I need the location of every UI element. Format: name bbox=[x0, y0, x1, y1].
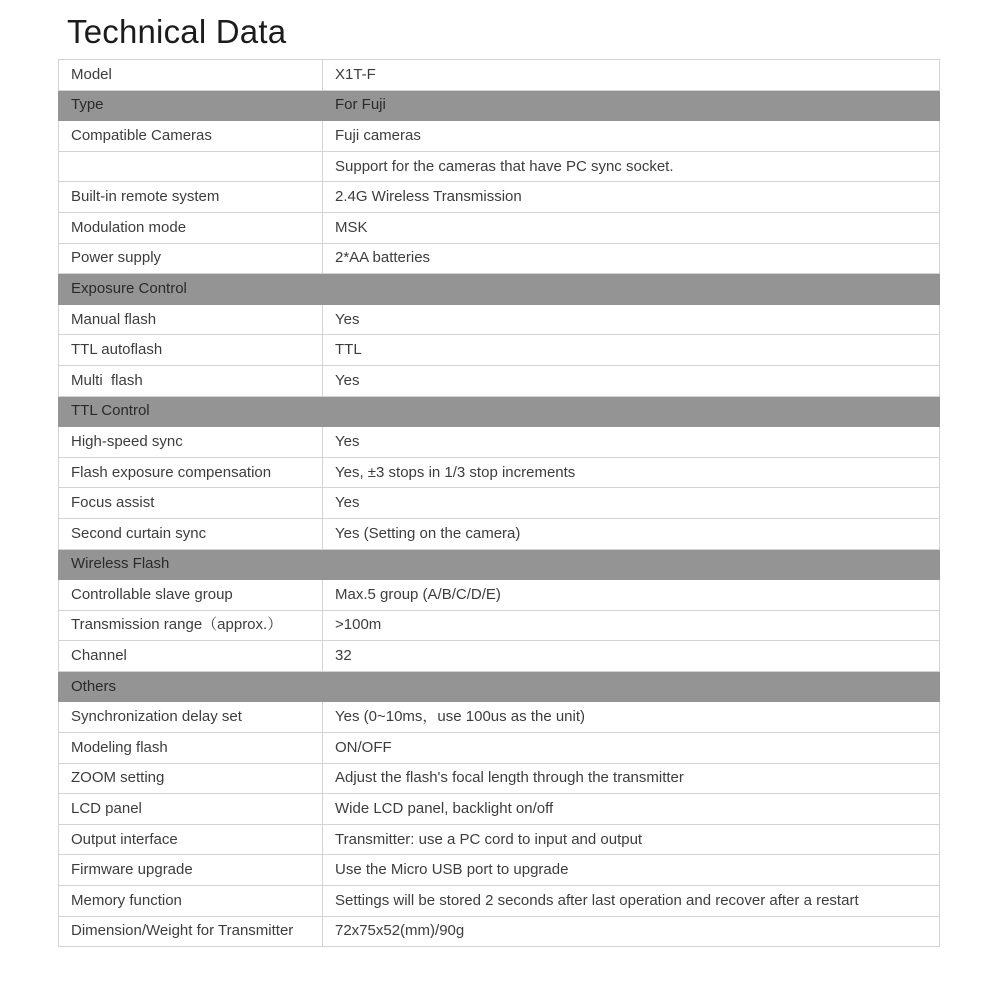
row-value: Yes, ±3 stops in 1/3 stop increments bbox=[323, 457, 940, 488]
table-row bbox=[59, 824, 940, 855]
row-label: Model bbox=[59, 60, 323, 91]
table-row bbox=[59, 212, 940, 243]
row-value: Use the Micro USB port to upgrade bbox=[323, 855, 940, 886]
table-row bbox=[59, 886, 940, 917]
row-label: Built-in remote system bbox=[59, 182, 323, 213]
row-label: Output interface bbox=[59, 824, 323, 855]
row-value: >100m bbox=[323, 610, 940, 641]
row-value: Yes (Setting on the camera) bbox=[323, 518, 940, 549]
section-header-row bbox=[59, 90, 940, 121]
row-value: MSK bbox=[323, 212, 940, 243]
spec-table-body bbox=[59, 60, 940, 947]
row-value: Fuji cameras bbox=[323, 121, 940, 152]
row-label: Channel bbox=[59, 641, 323, 672]
table-row bbox=[59, 365, 940, 396]
row-value: Yes bbox=[323, 488, 940, 519]
row-value: Transmitter: use a PC cord to input and output bbox=[323, 824, 940, 855]
row-label: Second curtain sync bbox=[59, 518, 323, 549]
row-value: 72x75x52(mm)/90g bbox=[323, 916, 940, 947]
section-value bbox=[323, 549, 940, 580]
table-row bbox=[59, 641, 940, 672]
table-row bbox=[59, 580, 940, 611]
table-row bbox=[59, 518, 940, 549]
row-label: Power supply bbox=[59, 243, 323, 274]
table-row bbox=[59, 610, 940, 641]
row-label: Compatible Cameras bbox=[59, 121, 323, 152]
table-row bbox=[59, 916, 940, 947]
row-value: TTL bbox=[323, 335, 940, 366]
row-label: Dimension/Weight for Transmitter bbox=[59, 916, 323, 947]
row-label: LCD panel bbox=[59, 794, 323, 825]
section-label: Others bbox=[59, 671, 323, 702]
row-value: Adjust the flash's focal length through the transmitter bbox=[323, 763, 940, 794]
page-title: Technical Data bbox=[67, 13, 287, 50]
row-label: Memory function bbox=[59, 886, 323, 917]
row-label: Controllable slave group bbox=[59, 580, 323, 611]
row-label: Modeling flash bbox=[59, 733, 323, 764]
row-label: High-speed sync bbox=[59, 427, 323, 458]
table-row bbox=[59, 488, 940, 519]
row-value: Yes (0~10ms，use 100us as the unit) bbox=[323, 702, 940, 733]
table-row bbox=[59, 151, 940, 182]
row-label: Modulation mode bbox=[59, 212, 323, 243]
row-label: Manual flash bbox=[59, 304, 323, 335]
section-value: For Fuji bbox=[323, 90, 940, 121]
row-value: X1T-F bbox=[323, 60, 940, 91]
table-row bbox=[59, 733, 940, 764]
table-row bbox=[59, 702, 940, 733]
table-row bbox=[59, 60, 940, 91]
section-header-row bbox=[59, 274, 940, 305]
table-row bbox=[59, 457, 940, 488]
row-value: Yes bbox=[323, 427, 940, 458]
row-label: Focus assist bbox=[59, 488, 323, 519]
table-row bbox=[59, 335, 940, 366]
row-value: Wide LCD panel, backlight on/off bbox=[323, 794, 940, 825]
row-value: Max.5 group (A/B/C/D/E) bbox=[323, 580, 940, 611]
section-value bbox=[323, 274, 940, 305]
section-header-row bbox=[59, 396, 940, 427]
row-value: 2.4G Wireless Transmission bbox=[323, 182, 940, 213]
section-value bbox=[323, 671, 940, 702]
table-row bbox=[59, 855, 940, 886]
row-label: Multi flash bbox=[59, 365, 323, 396]
table-row bbox=[59, 794, 940, 825]
section-header-row bbox=[59, 549, 940, 580]
table-row bbox=[59, 304, 940, 335]
table-row bbox=[59, 763, 940, 794]
section-label: Type bbox=[59, 90, 323, 121]
row-label: Firmware upgrade bbox=[59, 855, 323, 886]
table-row bbox=[59, 427, 940, 458]
section-value bbox=[323, 396, 940, 427]
table-row bbox=[59, 243, 940, 274]
row-label: TTL autoflash bbox=[59, 335, 323, 366]
row-label bbox=[59, 151, 323, 182]
row-value: 2*AA batteries bbox=[323, 243, 940, 274]
row-label: Synchronization delay set bbox=[59, 702, 323, 733]
row-label: Flash exposure compensation bbox=[59, 457, 323, 488]
row-value: ON/OFF bbox=[323, 733, 940, 764]
section-label: Wireless Flash bbox=[59, 549, 323, 580]
row-value: Yes bbox=[323, 365, 940, 396]
row-value: Yes bbox=[323, 304, 940, 335]
table-row bbox=[59, 121, 940, 152]
table-row bbox=[59, 182, 940, 213]
row-label: Transmission range（approx.） bbox=[59, 610, 323, 641]
section-label: Exposure Control bbox=[59, 274, 323, 305]
row-value: 32 bbox=[323, 641, 940, 672]
spec-table bbox=[58, 59, 940, 947]
row-label: ZOOM setting bbox=[59, 763, 323, 794]
row-value: Support for the cameras that have PC sync socket. bbox=[323, 151, 940, 182]
row-value: Settings will be stored 2 seconds after last operation and recover after a restart bbox=[323, 886, 940, 917]
section-label: TTL Control bbox=[59, 396, 323, 427]
section-header-row bbox=[59, 671, 940, 702]
